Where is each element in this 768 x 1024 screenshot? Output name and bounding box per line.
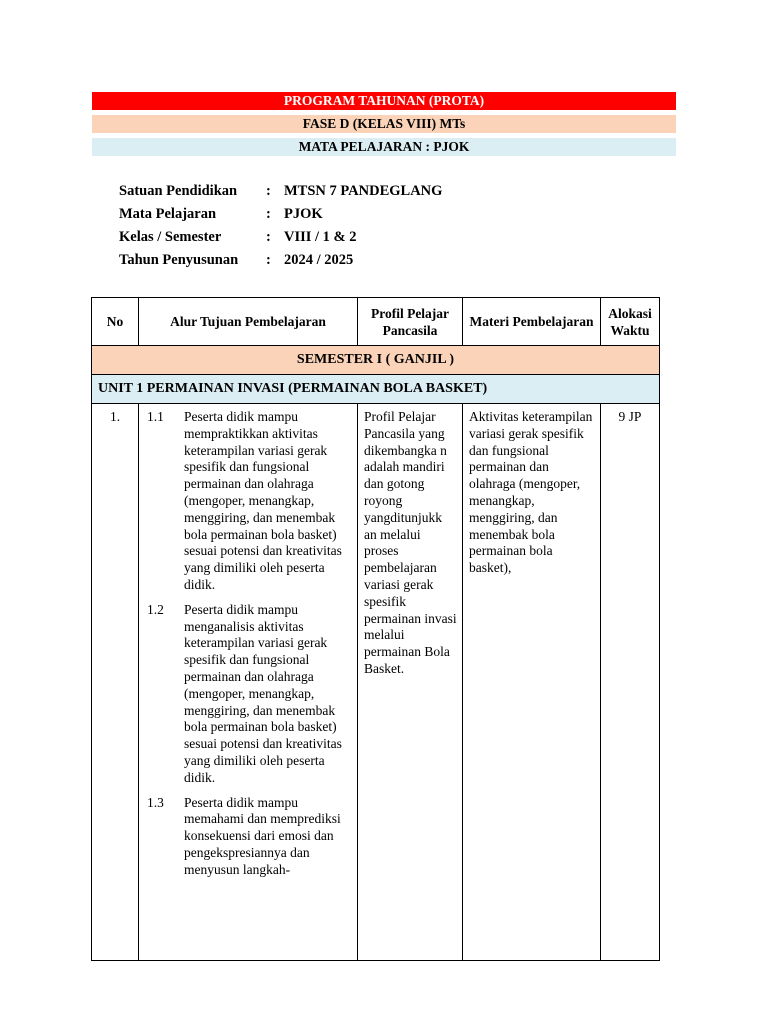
unit-row (92, 375, 660, 404)
info-row-mapel (119, 206, 442, 229)
objective-item (147, 795, 353, 879)
info-separator: : (266, 183, 271, 199)
identity-info (119, 183, 442, 275)
table-header-row (92, 298, 660, 346)
info-row-kelas (119, 229, 442, 252)
profil-cell: Profil Pelajar Pancasila yang dikembangka n adalah mandiri dan gotong royong yangditunjukk an melalui proses pembelajaran variasi gerak spesifik permainan invasi melalui permainan Bola Basket. (358, 404, 463, 961)
objective-number: 1.1 (147, 409, 164, 424)
table-row (92, 404, 660, 961)
objectives-cell (139, 404, 358, 961)
info-row-tahun (119, 252, 442, 275)
info-label: Satuan Pendidikan (119, 183, 238, 199)
objective-item (147, 602, 353, 787)
info-value: 2024 / 2025 (284, 252, 354, 268)
subject-title: MATA PELAJARAN : PJOK (92, 138, 676, 156)
info-label: Mata Pelajaran (119, 206, 217, 222)
header-alokasi: Alokasi Waktu (601, 298, 660, 346)
materi-cell: Aktivitas keterampilan variasi gerak spesifik dan fungsional permainan dan olahraga (mengoper, menangkap, menggiring, dan menembak bola permainan bola basket), (463, 404, 601, 961)
info-value: VIII / 1 & 2 (284, 229, 357, 245)
info-label: Kelas / Semester (119, 229, 222, 245)
info-value: PJOK (284, 206, 323, 222)
semester-row (92, 346, 660, 375)
objective-text: Peserta didik mampu mempraktikkan aktivitas keterampilan variasi gerak spesifik dan fungsional permainan dan olahraga (mengoper, menangkap, menggiring, dan menembak bola permainan bola basket) sesuai potensi dan kreativitas yang dimiliki oleh peserta didik. (184, 409, 342, 592)
objective-number: 1.2 (147, 601, 164, 617)
objective-text: Peserta didik mampu memahami dan memprediksi konsekuensi dari emosi dan pengekspresiannya dan menyusun langkah- (184, 794, 341, 877)
fase-title: FASE D (KELAS VIII) MTs (92, 115, 676, 133)
alokasi-cell: 9 JP (601, 404, 660, 961)
info-label: Tahun Penyusunan (119, 252, 239, 268)
info-row-satuan (119, 183, 442, 206)
info-value: MTSN 7 PANDEGLANG (284, 183, 443, 199)
info-separator: : (266, 229, 271, 245)
header-atp: Alur Tujuan Pembelajaran (139, 298, 358, 346)
prota-table (91, 297, 660, 961)
objective-item (147, 409, 353, 594)
program-title: PROGRAM TAHUNAN (PROTA) (92, 92, 676, 110)
objective-number: 1.3 (147, 794, 164, 810)
objective-text: Peserta didik mampu menganalisis aktivitas keterampilan variasi gerak spesifik dan fungsional permainan dan olahraga (mengoper, menangkap, menggiring, dan menembak bola permainan bola basket) sesuai potensi dan kreativitas yang dimiliki oleh peserta didik. (184, 601, 342, 785)
header-materi: Materi Pembelajaran (463, 298, 601, 346)
unit-label: UNIT 1 PERMAINAN INVASI (PERMAINAN BOLA BASKET) (92, 375, 660, 404)
info-separator: : (266, 206, 271, 222)
header-profil: Profil Pelajar Pancasila (358, 298, 463, 346)
info-separator: : (266, 252, 271, 268)
semester-label: SEMESTER I ( GANJIL ) (92, 346, 660, 375)
row-number: 1. (92, 404, 139, 961)
header-no: No (92, 298, 139, 346)
